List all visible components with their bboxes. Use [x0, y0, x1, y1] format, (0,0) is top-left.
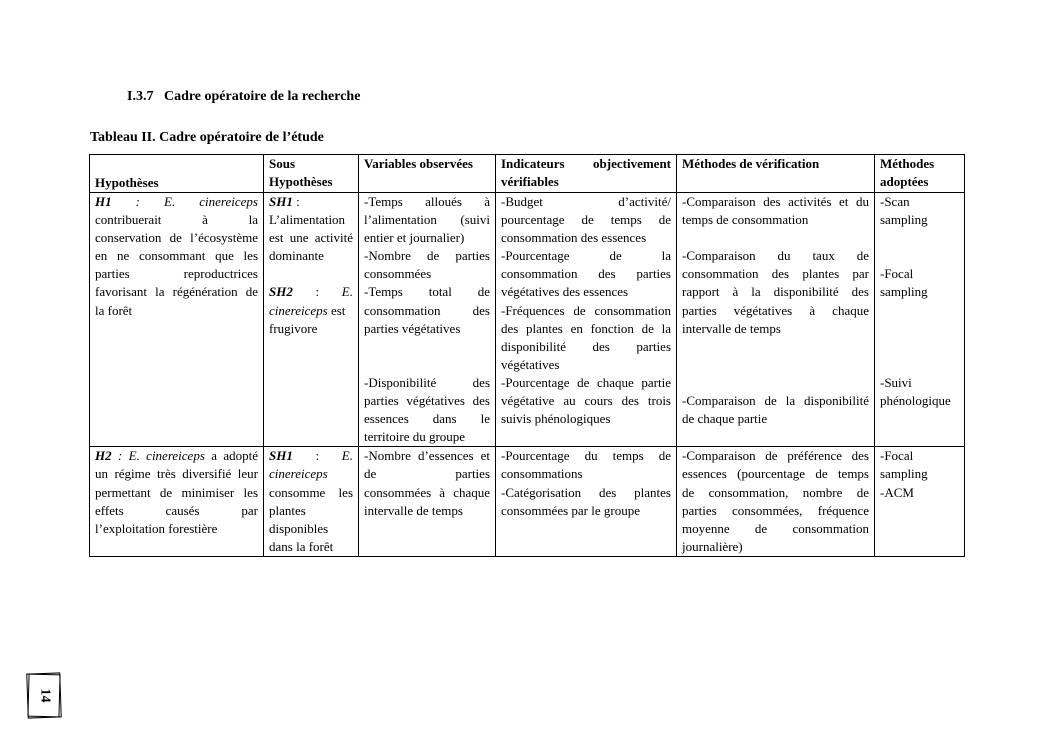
section-number: I.3.7 [127, 89, 154, 104]
row1-indicators-cell: -Budget d’activité/ pourcentage de temps de consommation des essences -Pourcentage de la consommation des parties végétatives des essences -Fréquences de consommation des plantes en fonction de la disponibilité des parties végétatives -Pourcentage de chaque partie végétative au cours des trois suivis phénologiques [496, 193, 677, 447]
row1-adopted-methods-cell: -Scan sampling -Focal sampling -Suivi phénologique [875, 193, 965, 447]
header-methodes-verification: Méthodes de vérification [677, 155, 875, 193]
table-caption: Tableau II. Cadre opératoire de l’étude [90, 130, 324, 145]
page-number-box [27, 673, 61, 718]
header-indicateurs: Indicateurs objectivement vérifiables [496, 155, 677, 193]
row1-sub-hypotheses-cell: SH1 : L’alimentation est une activité dominante SH2 : E. cinereiceps est frugivore [264, 193, 359, 447]
row1-verification-methods-cell: -Comparaison des activités et du temps de consommation -Comparaison du taux de consommation des plantes par rapport à la disponibilité des parties végétatives à chaque intervalle de temps -Comparaison de la disponibilité de chaque partie [677, 193, 875, 447]
header-hypotheses: Hypothèses [90, 155, 264, 193]
header-methodes-adoptees: Méthodes adoptées [875, 155, 965, 193]
header-variables: Variables observées [359, 155, 496, 193]
row2-verification-methods-cell: -Comparaison de préférence des essences (pourcentage de temps de consommation, nombre de parties consommées, fréquence moyenne de consommation journalière) [677, 447, 875, 557]
operational-framework-table [89, 154, 965, 557]
page-number: 14 [37, 688, 53, 703]
row2-hypothesis-cell: H2 : E. cinereiceps a adopté un régime très diversifié leur permettant de minimiser les effets causés par l’exploitation forestière [90, 447, 264, 557]
section-heading [127, 88, 360, 106]
header-sous-hypotheses: Sous Hypothèses [264, 155, 359, 193]
row1-hypothesis-cell: H1 : E. cinereiceps contribuerait à la conservation de l’écosystème en ne consommant que les parties reproductrices favorisant la régénération de la forêt [90, 193, 264, 447]
row2-adopted-methods-cell: -Focal sampling -ACM [875, 447, 965, 557]
table-row [90, 193, 965, 447]
row2-indicators-cell: -Pourcentage du temps de consommations -Catégorisation des plantes consommées par le groupe [496, 447, 677, 557]
section-title: Cadre opératoire de la recherche [163, 89, 361, 104]
row2-sub-hypothesis-cell: SH1 : E. cinereiceps consomme les plantes disponibles dans la forêt [264, 447, 359, 557]
row1-variables-cell: -Temps alloués à l’alimentation (suivi entier et journalier) -Nombre de parties consommées -Temps total de consommation des parties végétatives -Disponibilité des parties végétatives des essences dans le territoire du groupe [359, 193, 496, 447]
table-row [90, 447, 965, 557]
table-header-row [90, 155, 965, 193]
row2-variables-cell: -Nombre d’essences et de parties consommées à chaque intervalle de temps [359, 447, 496, 557]
